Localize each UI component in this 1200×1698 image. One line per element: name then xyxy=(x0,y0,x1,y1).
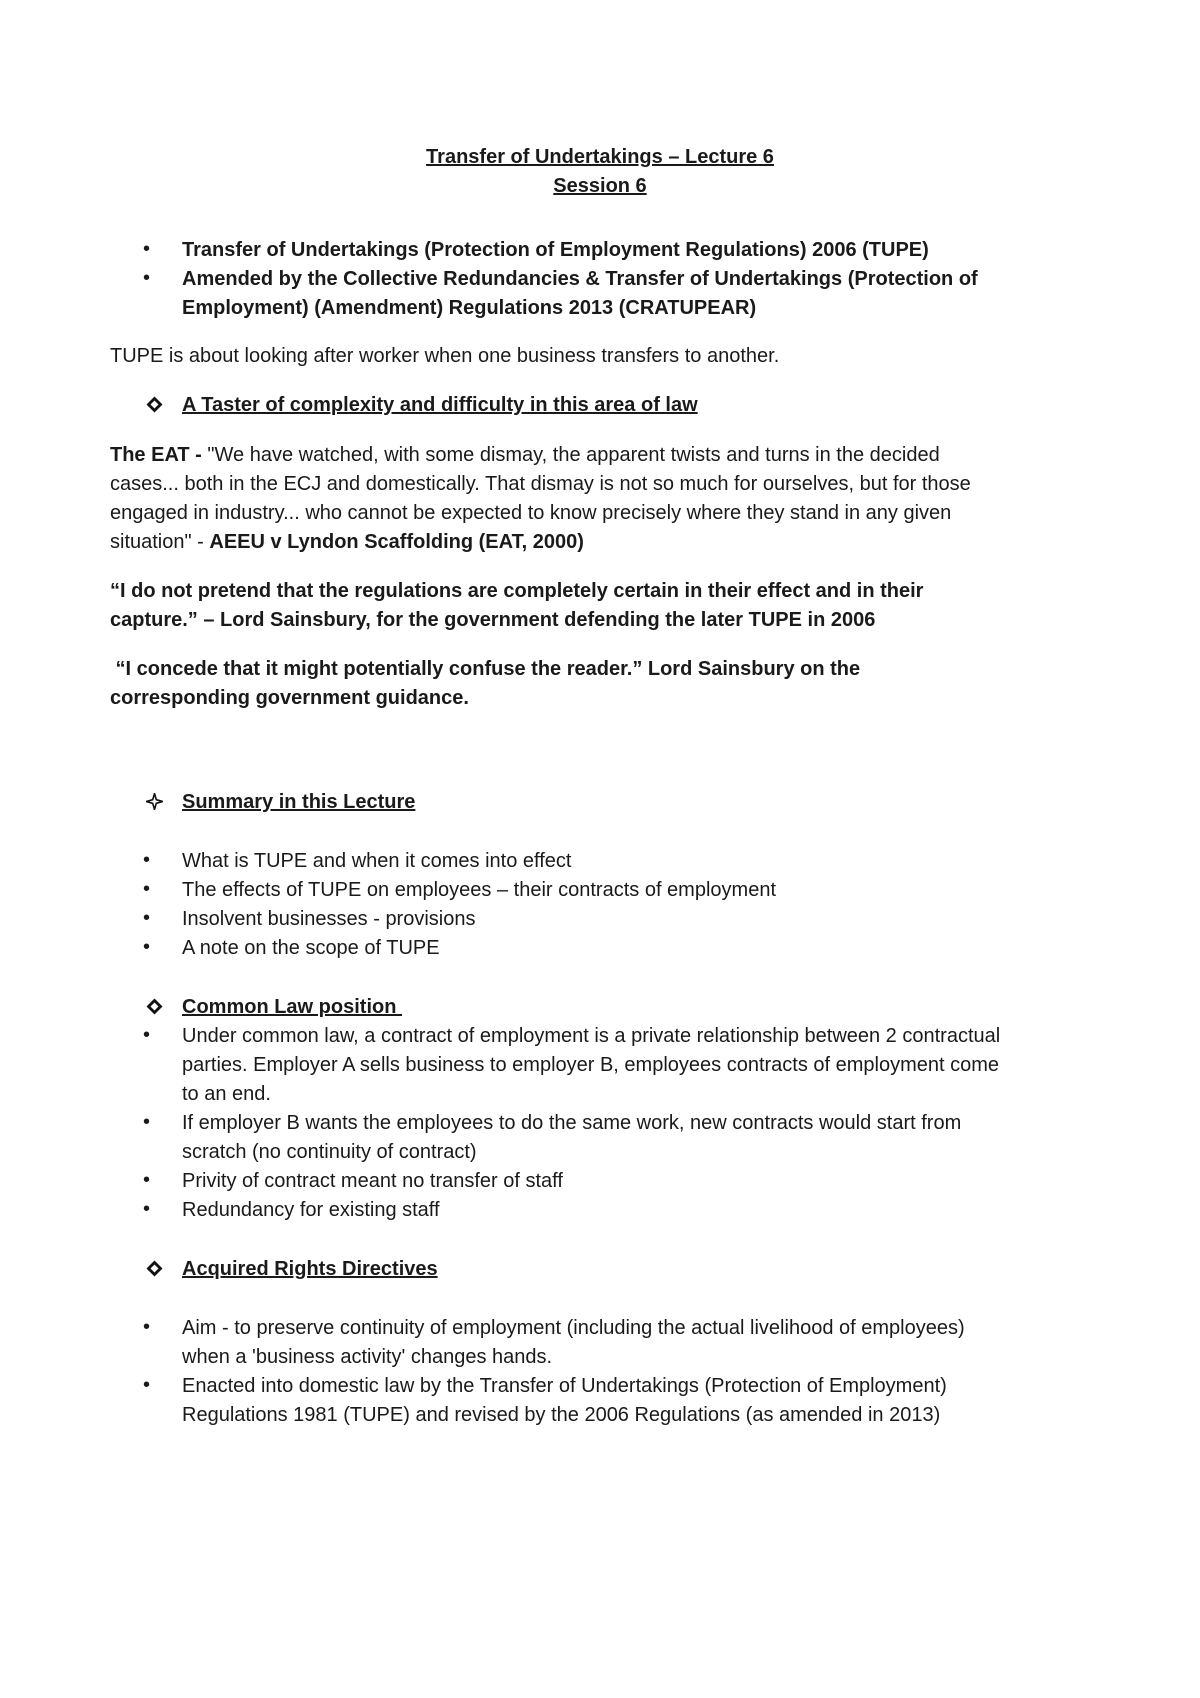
top-bullet-2-line-2: Employment) (Amendment) Regulations 2013 (CRATUPEAR) xyxy=(182,297,757,319)
common-law-item-1-line-1: Under common law, a contract of employment is a private relationship between 2 contractual xyxy=(182,1025,1001,1047)
ard-item-2-line-1: Enacted into domestic law by the Transfer of Undertakings (Protection of Employment) xyxy=(182,1375,947,1397)
section-heading-taster: A Taster of complexity and difficulty in this area of law xyxy=(182,394,698,416)
eat-quote-line-4 xyxy=(110,528,584,557)
intro-text: TUPE is about looking after worker when one business transfers to another. xyxy=(110,345,780,367)
sainsbury-quote-line-2: capture.” – Lord Sainsbury, for the government defending the later TUPE in 2006 xyxy=(110,609,876,631)
bullet-dot: • xyxy=(143,1024,151,1046)
sainsbury-guidance-line-2: corresponding government guidance. xyxy=(110,687,469,709)
common-law-item-4: Redundancy for existing staff xyxy=(182,1199,440,1221)
eat-quote-end: situation" - xyxy=(110,531,210,553)
top-bullet-1: Transfer of Undertakings (Protection of Employment Regulations) 2006 (TUPE) xyxy=(182,239,929,261)
bullet-dot: • xyxy=(143,1316,151,1338)
common-law-item-2-line-2: scratch (no continuity of contract) xyxy=(182,1141,477,1163)
eat-label: The EAT - xyxy=(110,444,208,466)
eat-quote-text: "We have watched, with some dismay, the apparent twists and turns in the decided xyxy=(207,444,940,466)
eat-citation: AEEU v Lyndon Scaffolding (EAT, 2000) xyxy=(209,531,584,553)
bullet-dot: • xyxy=(143,1374,151,1396)
top-bullet-2-line-1: Amended by the Collective Redundancies & Transfer of Undertakings (Protection of xyxy=(182,268,978,290)
common-law-item-3: Privity of contract meant no transfer of staff xyxy=(182,1170,563,1192)
bullet-dot: • xyxy=(143,1198,151,1220)
bullet-dot: • xyxy=(143,849,151,871)
four-point-star-icon xyxy=(146,793,163,810)
document-subtitle: Session 6 xyxy=(553,175,647,197)
section-heading-summary: Summary in this Lecture xyxy=(182,791,416,813)
bullet-dot: • xyxy=(143,878,151,900)
eat-quote-line-1 xyxy=(110,441,940,470)
eat-quote-line-3: engaged in industry... who cannot be expected to know precisely where they stand in any given xyxy=(110,502,952,524)
summary-item: What is TUPE and when it comes into effect xyxy=(182,850,572,872)
section-heading-common-law: Common Law position xyxy=(182,996,402,1018)
summary-item: Insolvent businesses - provisions xyxy=(182,908,476,930)
diamond-bullet-icon xyxy=(146,998,163,1015)
sainsbury-guidance-line-1: “I concede that it might potentially confuse the reader.” Lord Sainsbury on the xyxy=(110,658,861,680)
bullet-dot: • xyxy=(143,1169,151,1191)
bullet-dot: • xyxy=(143,936,151,958)
common-law-item-2-line-1: If employer B wants the employees to do the same work, new contracts would start from xyxy=(182,1112,962,1134)
summary-item: A note on the scope of TUPE xyxy=(182,937,440,959)
common-law-item-1-line-3: to an end. xyxy=(182,1083,271,1105)
common-law-item-1-line-2: parties. Employer A sells business to employer B, employees contracts of employment come xyxy=(182,1054,1000,1076)
bullet-dot: • xyxy=(143,267,151,289)
diamond-bullet-icon xyxy=(146,1260,163,1277)
section-heading-acquired-rights: Acquired Rights Directives xyxy=(182,1258,438,1280)
diamond-bullet-icon xyxy=(146,396,163,413)
ard-item-1-line-2: when a 'business activity' changes hands. xyxy=(182,1346,553,1368)
ard-item-2-line-2: Regulations 1981 (TUPE) and revised by the 2006 Regulations (as amended in 2013) xyxy=(182,1404,941,1426)
bullet-dot: • xyxy=(143,907,151,929)
eat-quote-line-2: cases... both in the ECJ and domestically. That dismay is not so much for ourselves, but for those xyxy=(110,473,971,495)
ard-item-1-line-1: Aim - to preserve continuity of employment (including the actual livelihood of employees) xyxy=(182,1317,965,1339)
summary-item: The effects of TUPE on employees – their contracts of employment xyxy=(182,879,776,901)
sainsbury-quote-line-1: “I do not pretend that the regulations are completely certain in their effect and in their xyxy=(110,580,924,602)
bullet-dot: • xyxy=(143,1111,151,1133)
document-title: Transfer of Undertakings – Lecture 6 xyxy=(426,146,774,168)
bullet-dot: • xyxy=(143,238,151,260)
